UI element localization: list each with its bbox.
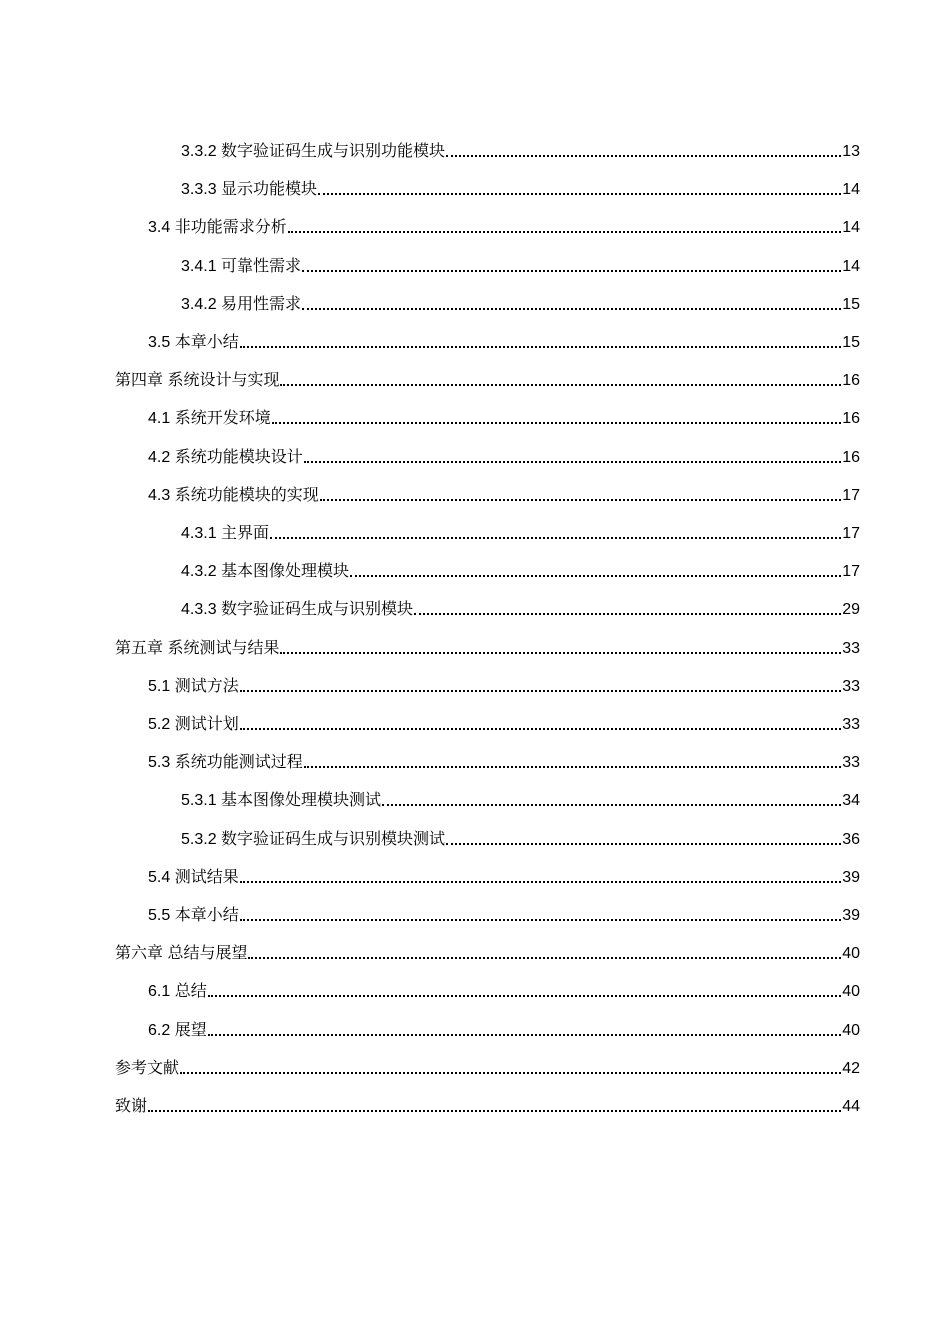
toc-entry-title: 第四章 系统设计与实现 [115,372,280,389]
toc-entry-title: 3.5 本章小结 [148,334,239,351]
toc-entry[interactable] [0,138,860,162]
toc-entry-title: 4.3.2 基本图像处理模块 [181,563,350,580]
toc-entry-title: 5.4 测试结果 [148,869,239,886]
toc-dot-leader [240,690,842,692]
toc-entry-page-number: 14 [842,219,860,236]
toc-entry[interactable] [0,902,860,926]
toc-entry[interactable] [0,711,860,735]
toc-entry[interactable] [0,253,860,277]
toc-entry-page-number: 16 [842,449,860,466]
toc-entry-title: 4.3 系统功能模块的实现 [148,487,319,504]
toc-entry-page-number: 39 [842,907,860,924]
toc-entry[interactable] [0,1055,860,1079]
toc-entry-page-number: 17 [842,487,860,504]
toc-entry[interactable] [0,864,860,888]
toc-entry-title: 4.2 系统功能模块设计 [148,449,303,466]
toc-entry[interactable] [0,176,860,200]
toc-entry-title: 5.5 本章小结 [148,907,239,924]
toc-entry-title: 5.2 测试计划 [148,716,239,733]
toc-dot-leader [240,919,842,921]
toc-entry-page-number: 33 [842,678,860,695]
toc-dot-leader [280,652,841,654]
toc-dot-leader [240,728,842,730]
toc-entry-page-number: 17 [842,563,860,580]
toc-entry-title: 4.3.3 数字验证码生成与识别模块 [181,601,414,618]
toc-entry[interactable] [0,329,860,353]
toc-dot-leader [446,155,841,157]
toc-entry-title: 3.3.2 数字验证码生成与识别功能模块 [181,143,446,160]
toc-entry-title: 3.4 非功能需求分析 [148,219,287,236]
toc-entry-page-number: 34 [842,792,860,809]
toc-dot-leader [320,499,842,501]
toc-entry-page-number: 29 [842,601,860,618]
toc-entry-title: 5.3 系统功能测试过程 [148,754,303,771]
toc-entry-title: 3.4.2 易用性需求 [181,296,302,313]
toc-dot-leader [288,231,842,233]
toc-entry-title: 3.3.3 显示功能模块 [181,181,318,198]
toc-entry-title: 6.2 展望 [148,1022,207,1039]
toc-entry-page-number: 14 [842,258,860,275]
toc-dot-leader [302,270,841,272]
toc-entry-page-number: 33 [842,754,860,771]
toc-entry-page-number: 33 [842,716,860,733]
toc-entry[interactable] [0,1093,860,1117]
toc-dot-leader [446,843,841,845]
toc-entry[interactable] [0,1017,860,1041]
toc-entry[interactable] [0,749,860,773]
toc-entry-title: 5.3.1 基本图像处理模块测试 [181,792,382,809]
toc-entry-page-number: 44 [842,1098,860,1115]
toc-dot-leader [304,766,842,768]
toc-entry-title: 5.3.2 数字验证码生成与识别模块测试 [181,831,446,848]
toc-entry-title: 4.3.1 主界面 [181,525,270,542]
toc-entry-page-number: 36 [842,831,860,848]
toc-entry-title: 6.1 总结 [148,983,207,1000]
toc-entry[interactable] [0,405,860,429]
toc-entry-page-number: 17 [842,525,860,542]
toc-entry-page-number: 40 [842,945,860,962]
toc-dot-leader [180,1072,841,1074]
toc-dot-leader [208,1034,842,1036]
toc-entry-page-number: 40 [842,1022,860,1039]
toc-entry[interactable] [0,520,860,544]
toc-dot-leader [272,422,842,424]
toc-entry[interactable] [0,635,860,659]
toc-dot-leader [208,995,842,997]
toc-entry[interactable] [0,291,860,315]
toc-entry-page-number: 14 [842,181,860,198]
toc-dot-leader [240,881,842,883]
toc-entry-page-number: 15 [842,296,860,313]
toc-entry-page-number: 42 [842,1060,860,1077]
toc-entry-page-number: 16 [842,372,860,389]
toc-dot-leader [240,346,842,348]
toc-dot-leader [318,193,841,195]
toc-entry-page-number: 40 [842,983,860,1000]
toc-entry-page-number: 39 [842,869,860,886]
toc-entry-title: 4.1 系统开发环境 [148,410,271,427]
toc-entry[interactable] [0,214,860,238]
toc-entry[interactable] [0,787,860,811]
toc-entry-title: 第六章 总结与展望 [115,945,248,962]
toc-entry-title: 参考文献 [115,1060,180,1077]
toc-entry[interactable] [0,826,860,850]
toc-entry[interactable] [0,482,860,506]
toc-entry[interactable] [0,978,860,1002]
toc-entry[interactable] [0,940,860,964]
toc-dot-leader [280,384,841,386]
toc-entry[interactable] [0,444,860,468]
toc-dot-leader [270,537,841,539]
toc-entry-title: 5.1 测试方法 [148,678,239,695]
toc-entry-title: 3.4.1 可靠性需求 [181,258,302,275]
toc-dot-leader [148,1110,841,1112]
toc-entry-title: 第五章 系统测试与结果 [115,640,280,657]
toc-dot-leader [304,461,842,463]
toc-entry-title: 致谢 [115,1098,148,1115]
toc-entry[interactable] [0,596,860,620]
toc-entry[interactable] [0,673,860,697]
toc-dot-leader [350,575,841,577]
toc-entry-page-number: 15 [842,334,860,351]
toc-dot-leader [382,804,841,806]
toc-entry[interactable] [0,367,860,391]
toc-entry-page-number: 33 [842,640,860,657]
toc-entry-page-number: 16 [842,410,860,427]
toc-dot-leader [248,957,841,959]
toc-dot-leader [414,613,841,615]
toc-entry[interactable] [0,558,860,582]
toc-entry-page-number: 13 [842,143,860,160]
toc-dot-leader [302,308,841,310]
